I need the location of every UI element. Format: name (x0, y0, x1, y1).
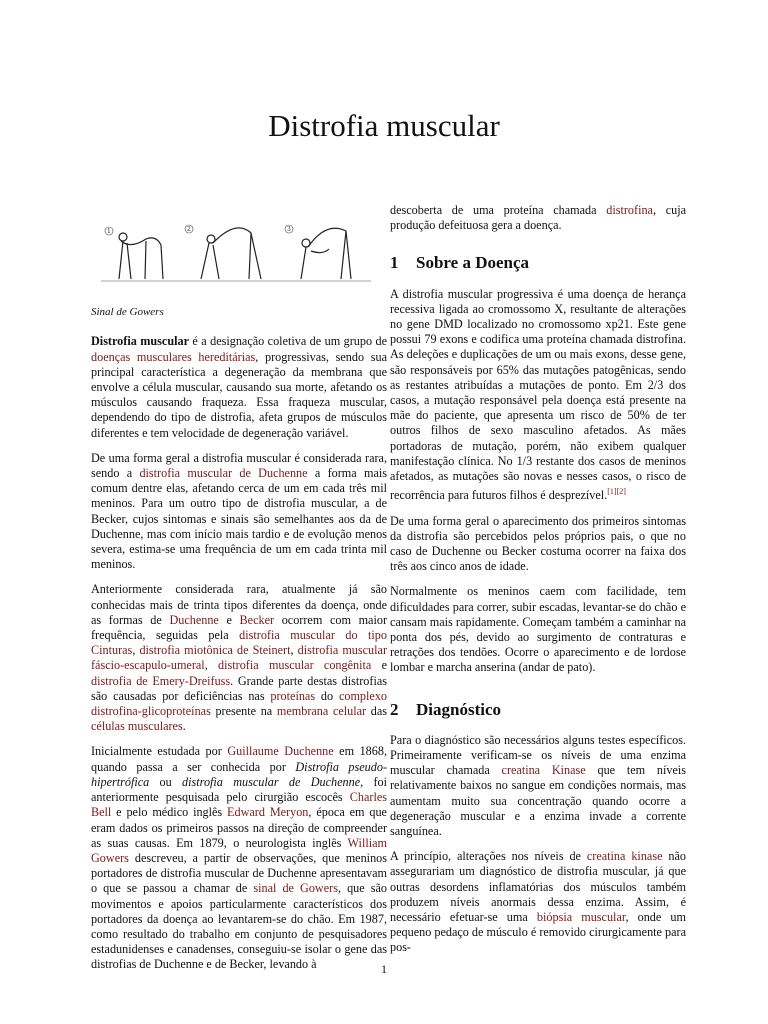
text-run: ou (149, 774, 183, 789)
text-run: , progressivas, sendo sua principal característica a degeneração da membrana que envolve a célula muscular, causando sua morte, afetando os músculos causando fraqueza. Essa fraqueza muscular, dependendo do tipo de distrofia, afeta grupos de músculos diferentes e tem velocidade de degeneração variável. (91, 349, 388, 440)
paragraph (91, 582, 387, 734)
text-run: Para o diagnóstico são necessários alguns testes específicos. Primeiramente verificam-se os níveis de uma enzima muscular chamada (390, 732, 686, 778)
text-run: descreveu, a partir de observações, que meninos portadores de distrofia muscular de Duchenne apresentavam o que se passou a chamar de (91, 850, 387, 896)
text-run: descoberta de uma proteína chamada (390, 203, 607, 217)
inline-link[interactable]: distrofia muscular do tipo Cinturas (91, 628, 387, 658)
inline-link[interactable]: Guillaume Duchenne (227, 744, 334, 759)
inline-link[interactable]: sinal de Gowers (253, 881, 338, 896)
inline-link[interactable]: Edward Meryon (227, 805, 309, 820)
bold-term: Distrofia muscular (91, 334, 189, 349)
inline-link[interactable]: Duchenne (169, 612, 219, 627)
section-heading-diagnostico (390, 699, 686, 719)
paragraph (390, 584, 686, 675)
inline-link[interactable]: Charles Bell (91, 790, 387, 820)
inline-link[interactable]: distrofia muscular fáscio-escapulo-umeral (91, 643, 388, 673)
text-run: e pelo médico inglês (111, 805, 228, 820)
citation-link[interactable]: [1][2] (607, 487, 626, 497)
text-run: A princípio, alterações nos níveis de (390, 849, 587, 864)
text-run: , (132, 643, 140, 658)
text-run: , foi anteriormente pesquisada pelo cirurgião escocês (91, 774, 388, 805)
text-run: De uma forma geral a distrofia muscular é considerada rara, sendo a (91, 450, 387, 481)
text-run: . (182, 719, 186, 734)
panel-label: 1 (107, 228, 111, 235)
text-run: A distrofia muscular progressiva é uma doença de herança recessiva ligada ao cromossomo X, resultante de alterações no gene DMD localizado no cromossomo xp21. Este gene possui 79 exons e codifica uma proteína chamada distrofina. As deleções e duplicações de um ou mais exons, desse gene, são responsáveis por 65% das mutações patogênicas, sendo as restantes atribuídas a mutações de ponto. Em 2/3 dos casos, a mutação responsável pela doença está presente na mãe do paciente, que apresenta um risco de 50% de ter outros filhos de sexo masculino afetados. As mães portadoras de mutação, porém, não exibem qualquer manifestação clínica. No 1/3 restante dos casos de meninos afetados, as mutações são novas e nesses casos, o risco de recorrência para futuros filhos é desprezível. (390, 286, 686, 503)
paragraph (91, 334, 387, 440)
inline-link[interactable]: William Gowers (91, 835, 387, 865)
inline-link[interactable]: proteínas (270, 688, 316, 703)
inline-link[interactable]: Becker (239, 612, 275, 627)
italic-term: Distrofia pseudo-hipertrófica (91, 759, 387, 789)
inline-link[interactable]: biópsia muscular (536, 909, 626, 924)
section-heading-sobre (390, 253, 686, 273)
inline-link[interactable]: células musculares (91, 719, 183, 734)
text-run: em 1868, quando passa a ser conhecida por (91, 744, 387, 774)
text-run: e (218, 612, 240, 627)
inline-link[interactable]: distrofia muscular congênita (218, 658, 372, 673)
inline-link[interactable]: doenças musculares hereditárias (91, 349, 256, 364)
section-number: 2 (390, 699, 399, 719)
inline-link[interactable]: distrofia muscular de Duchenne (139, 466, 308, 481)
text-run: a forma mais comum dentre elas, afetando cerca de um em cada três mil meninos. Para um outro tipo de distrofia muscular, a de Becker, cujos sintomas e sinais são semelhantes aos da de Duchenne, mas com início mais tardio e de evolução menos severa, estima-se uma frequência de um em cada trinta mil meninos. (91, 466, 387, 572)
figure-caption: Sinal de Gowers (91, 306, 164, 319)
text-run: , que são movimentos e apoios particularmente característicos dos portadores da doença ao levantarem-se do chão. Em 1987, como resultado do trabalho em conjunto de pesquisadores estadunidenses e canadenses, conseguiu-se isolar o gene das distrofias de Duchenne e de Becker, levando à (91, 881, 388, 972)
text-run: das (366, 704, 388, 719)
gowers-sign-figure (101, 209, 371, 289)
section-title: Diagnóstico (416, 699, 501, 719)
text-run: e (371, 658, 387, 673)
inline-link[interactable]: distrofia miotônica de Steinert (139, 643, 291, 658)
section-title: Sobre a Doença (416, 253, 530, 273)
inline-link[interactable]: complexo distrofina-glicoproteínas (91, 688, 388, 719)
right-column (390, 203, 686, 966)
paragraph (390, 733, 686, 839)
text-run: é a designação coletiva de um grupo de (189, 334, 387, 349)
text-run: . Grande parte destas distrofias são causadas por deficiências nas (91, 673, 387, 703)
text-run: não assegurariam um diagnóstico de distrofia muscular, já que outras desordens inflamatórias dos músculos também produzem níveis anormais dessa enzima. Assim, é necessário efetuar-se uma (390, 849, 686, 924)
paragraph (91, 451, 387, 573)
inline-link[interactable]: distrofina (606, 203, 653, 217)
section-number: 1 (390, 253, 399, 273)
text-run: , (204, 658, 219, 673)
text-run: , onde um pequeno pedaço de músculo é removido cirurgicamente para pos- (390, 909, 686, 955)
text-run: Normalmente os meninos caem com facilidade, tem dificuldades para correr, subir escadas, levantar-se do chão e cansam mais rapidamente. Começam também a caminhar na ponta dos pés, devido ao surgimento de contraturas e retrações dos tendões. Ocorre o aparecimento e de lordose lombar e marcha anserina (andar de pato). (390, 584, 686, 675)
page-title: Distrofia muscular (268, 108, 500, 143)
paragraph (91, 744, 387, 972)
text-run: ocorrem com maior frequência, seguidas pela (91, 612, 388, 643)
inline-link[interactable]: creatina kinase (586, 849, 663, 864)
inline-link[interactable]: membrana celular (276, 704, 367, 719)
text-run: , cuja produção defeituosa gera a doença. (390, 203, 686, 233)
text-run: presente na (210, 704, 277, 719)
paragraph (390, 849, 686, 955)
text-run: Anteriormente considerada rara, atualmente já são conhecidas mais de trinta tipos diferentes da doença, onde as formas de (91, 582, 387, 627)
paragraph (390, 287, 686, 504)
italic-term: distrofia muscular de Duchenne (182, 774, 361, 789)
paragraph (390, 203, 686, 233)
text-run: do (315, 688, 339, 703)
inline-link[interactable]: distrofia de Emery-Dreifuss (91, 673, 231, 688)
page-number: 1 (381, 962, 387, 976)
text-run: De uma forma geral o aparecimento dos primeiros sintomas da distrofia são percebidos pelos próprios pais, o que no caso de Duchenne ou Becker costuma ocorrer na faixa dos três aos cinco anos de idade. (390, 513, 686, 574)
panel-label: 2 (187, 226, 191, 233)
inline-link[interactable]: creatina Kinase (501, 763, 586, 778)
paragraph (390, 514, 686, 575)
text-run: Inicialmente estudada por (91, 744, 228, 759)
panel-label: 3 (287, 226, 291, 233)
text-run: que tem níveis relativamente baixos no sangue em condições normais, mas aumentam muito sua concentração quando ocorre a degeneração muscular e a enzima invade a corrente sanguínea. (390, 763, 687, 838)
text-run: , época em que eram dados os primeiros passos na direção de compreender as suas causas. Em 1879, o neurologista inglês (91, 805, 387, 850)
text-run: , (290, 643, 298, 658)
left-column (91, 203, 387, 983)
